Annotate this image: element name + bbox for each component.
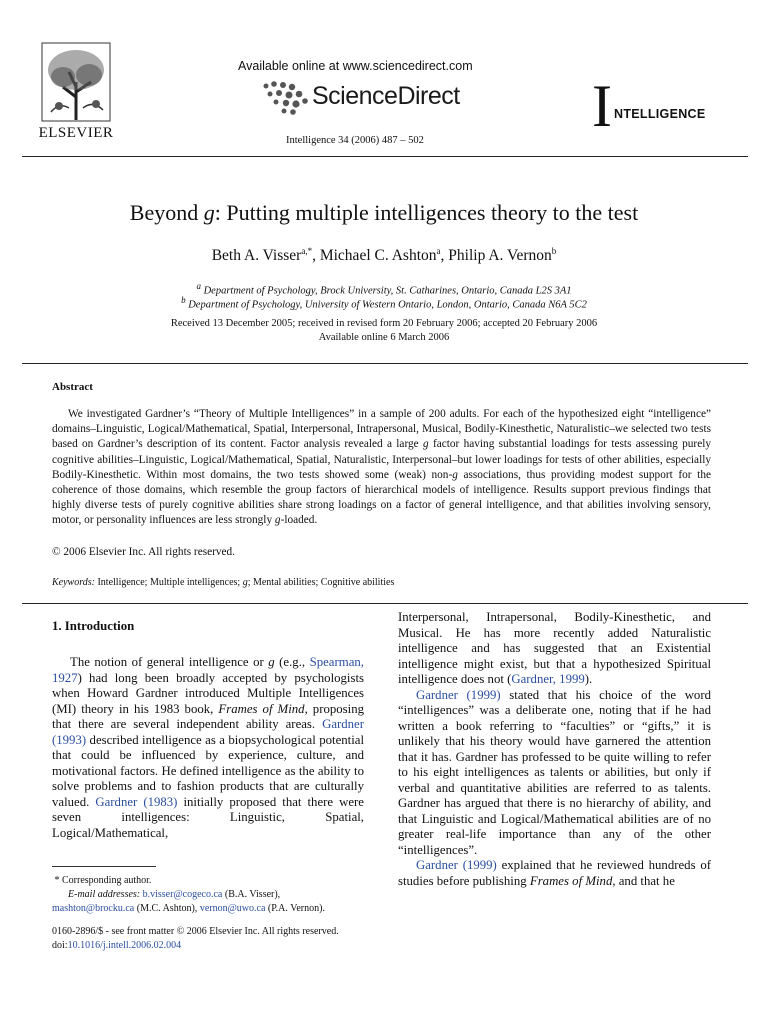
paragraph: The notion of general intelligence or g (e.g., Spearman, 1927) had long been broadly accepted by psychologists when Howard Gardner introduced Multiple Intelligences (MI) theory in his 1983 book, Frames of Mind, proposing that there are several independent ability areas. Gardner (1993) described intelligence as a biopsychological potential that could be influenced by experience, culture, and motivational factors. He defined intelligence as the ability to solve problems and to fashion products that are culturally valued. Gardner (1983) initially proposed that there were seven intelligences: Linguistic, Spatial, Logical/Mathematical,: [52, 655, 364, 840]
citation-link[interactable]: Gardner (1999): [416, 687, 501, 702]
paragraph: Interpersonal, Intrapersonal, Bodily-Kinesthetic, and Musical. He has more recently added Naturalistic intelligence and has suggested that an Existential intelligence might exist, but that a hypothesized Spiritual intelligence does not (Gardner, 1999).: [398, 610, 711, 686]
journal-logo-rest: NTELLIGENCE: [614, 107, 706, 121]
elsevier-tree-icon: [41, 42, 111, 122]
author-name[interactable]: Beth A. Visser: [211, 247, 302, 265]
citation-link[interactable]: Gardner, 1999: [511, 672, 585, 686]
footnote-divider: [52, 866, 156, 867]
header-divider: [22, 156, 748, 157]
footnote-marker: *: [54, 875, 60, 886]
affiliation: $^b$ Department of Psychology, University of Western Ontario, London, Ontario, Canada N6A 5C2: [181, 295, 587, 311]
author-list: Beth A. Visser$^{a,*}$, Michael C. Ashton$^a$, Philip A. Vernon$^b$: [211, 246, 557, 265]
journal-logo: [592, 73, 706, 139]
received-dates: Received 13 December 2005; received in revised form 20 February 2006; accepted 20 February 2006: [170, 318, 598, 329]
abstract-top-divider: [22, 363, 748, 364]
keywords: Keywords: Intelligence; Multiple intelligences; g; Mental abilities; Cognitive abilities: [52, 577, 395, 588]
sciencedirect-dots-icon: [262, 80, 310, 116]
affiliation: $^a$ Department of Psychology, Brock University, St. Catharines, Ontario, Canada L2S 3A1: [196, 281, 572, 297]
article-title: Beyond g: Putting multiple intelligences theory to the test: [129, 200, 639, 225]
paragraph: Gardner (1999) stated that his choice of the word “intelligences” was a deliberate one, noting that if he had written a book referring to “faculties” or “gifts,” it is unlikely that his theory would have garnered the attention that it has. Gardner has professed to be quite willing to refer to his eight intelligences as talents or abilities, but only if verbal and quantitative abilities are referred to as talents. Gardner has argued that there is no hierarchy of ability, and that Linguistic and Logical/Mathematical abilities are of no greater real-life importance than any of the other “intelligences”.: [398, 687, 711, 857]
email-link[interactable]: mashton@brocku.ca: [52, 903, 135, 914]
journal-reference: Intelligence 34 (2006) 487 – 502: [286, 135, 424, 146]
available-date: Available online 6 March 2006: [318, 332, 450, 343]
abstract-heading: Abstract: [52, 381, 93, 393]
email-link[interactable]: b.visser@cogeco.ca: [142, 889, 223, 900]
author-name[interactable]: Michael C. Ashton: [319, 247, 437, 265]
abstract-copyright: © 2006 Elsevier Inc. All rights reserved.: [52, 546, 236, 558]
footnote: * Corresponding author. E-mail addresses: b.visser@cogeco.ca (B.A. Visser), mashton@brocku.ca (M.C. Ashton), vernon@uwo.ca (P.A. Vernon).: [52, 875, 325, 914]
journal-logo-initial: I: [592, 73, 612, 139]
abstract-text: We investigated Gardner’s “Theory of Multiple Intelligences” in a sample of 200 adults. For each of the hypothesized eight “intelligence” domains–Linguistic, Logical/Mathematical, Spatial, Interpersonal, Intrapersonal, Musical, Bodily-Kinesthetic, Naturalistic–we selected two tests based on Gardner’s description of its content. Factor analysis revealed a large g factor having substantial loadings for tests assessing purely cognitive abilities–Linguistic, Logical/Mathematical, Spatial, Naturalistic, Interpersonal–but lower loadings for tests of other abilities, especially Bodily-Kinesthetic. Within most domains, the two tests showed some (weak) non-g associations, thus providing modest support for the coherence of those domains, which resemble the group factors of hierarchical models of intelligence. Results support previous findings that highly diverse tests of purely cognitive abilities share strong loadings on a factor of general intelligence, and that abilities involving sensory, motor, or personality influences are less strongly g-loaded.: [52, 408, 711, 527]
publisher-name: ELSEVIER: [38, 125, 114, 141]
citation-link[interactable]: Gardner (1993): [52, 717, 364, 747]
author-name[interactable]: Philip A. Vernon: [448, 247, 552, 265]
citation-link[interactable]: Gardner (1983): [95, 794, 178, 809]
front-matter: 0160-2896/$ - see front matter © 2006 Elsevier Inc. All rights reserved. doi:10.1016/j.intell.2006.02.004: [52, 926, 339, 951]
email-link[interactable]: vernon@uwo.ca: [199, 903, 266, 914]
body-column-right: [398, 610, 711, 889]
section-heading: 1. Introduction: [52, 619, 135, 633]
sciencedirect-wordmark: ScienceDirect: [312, 82, 460, 110]
available-online-link[interactable]: Available online at www.sciencedirect.com: [238, 59, 473, 73]
citation-link[interactable]: Gardner (1999): [416, 858, 497, 872]
paragraph: Gardner (1999) explained that he reviewed hundreds of studies before publishing Frames of Mind, and that he: [398, 858, 711, 888]
elsevier-logo: [22, 42, 130, 142]
body-column-left: [52, 655, 364, 841]
doi-link[interactable]: 10.1016/j.intell.2006.02.004: [67, 940, 182, 951]
citation-link[interactable]: Spearman, 1927: [52, 655, 364, 685]
abstract-bottom-divider: [22, 603, 748, 604]
